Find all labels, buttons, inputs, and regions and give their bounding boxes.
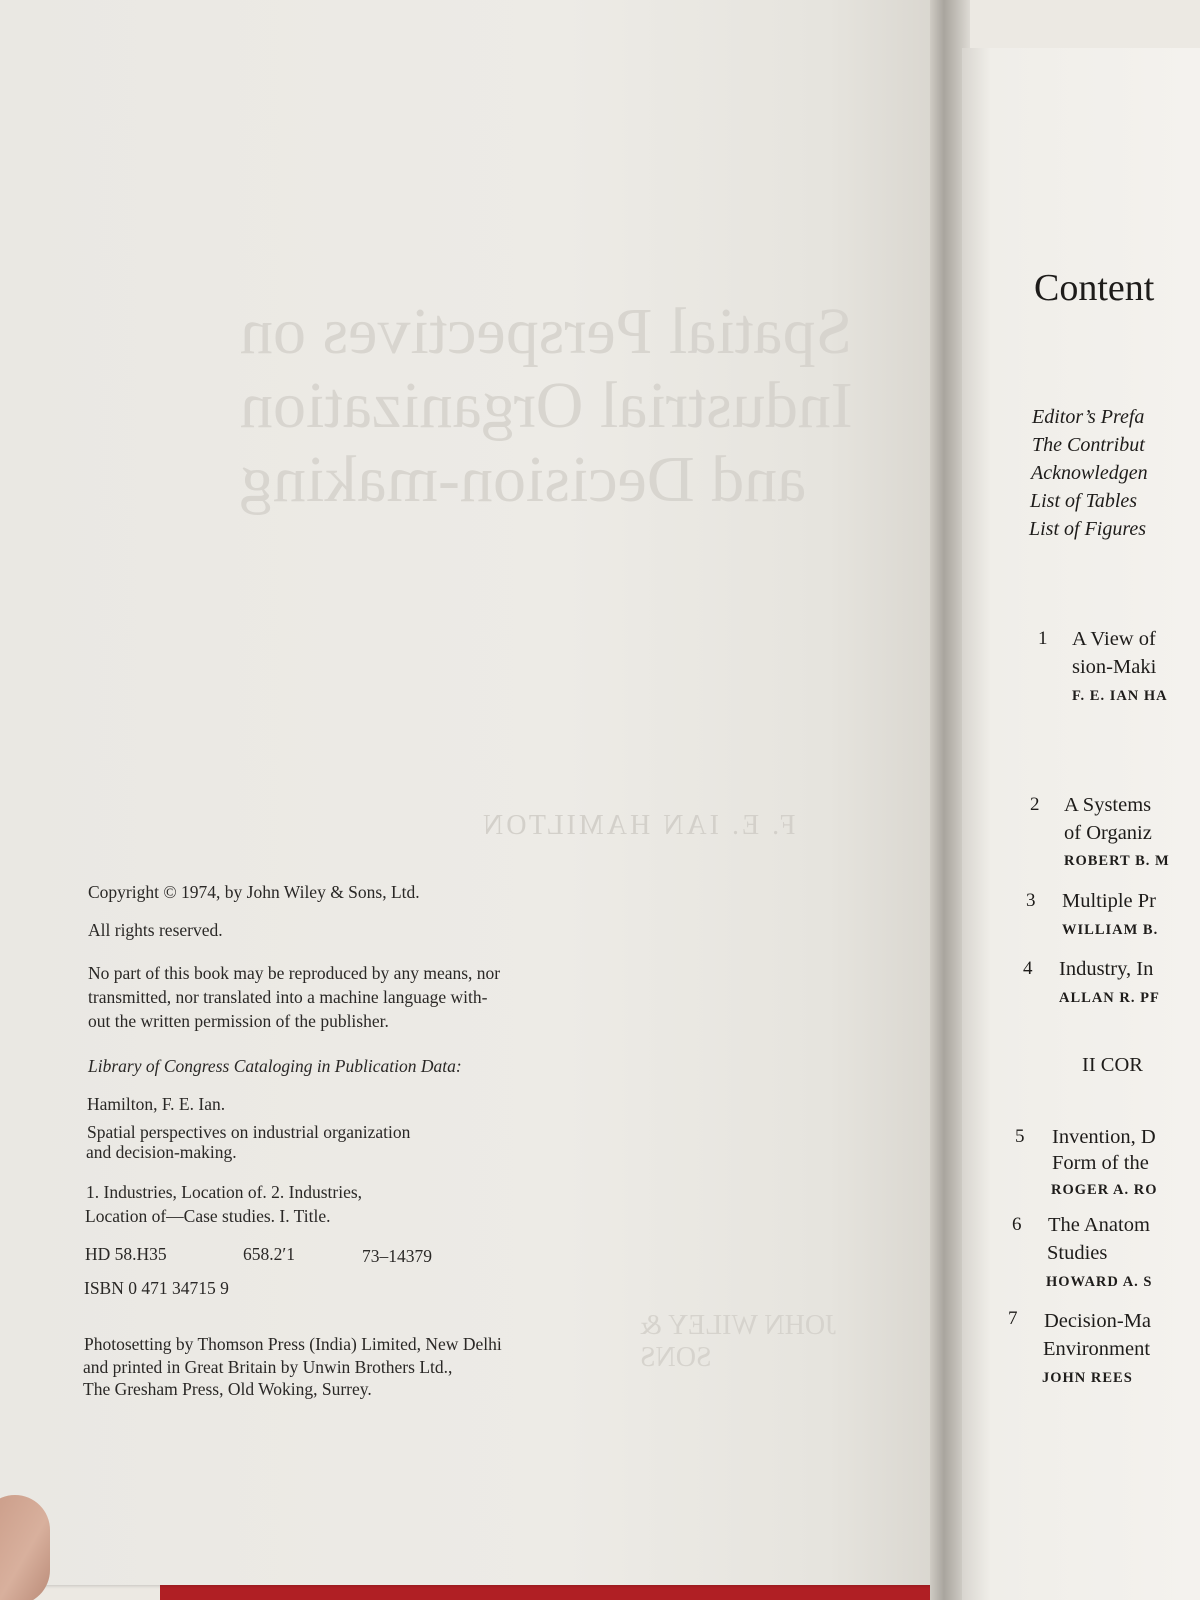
chapter-title-line: sion-Maki	[1072, 656, 1157, 678]
chapter-title-line: The Anatom	[1048, 1214, 1150, 1236]
printer-line: Photosetting by Thomson Press (India) Limited, New Delhi	[84, 1334, 502, 1354]
printer-line: and printed in Great Britain by Unwin Brothers Ltd.,	[83, 1357, 453, 1377]
contents-title: Content	[1034, 267, 1155, 309]
cip-subject-line: Location of—Case studies. I. Title.	[85, 1206, 331, 1226]
chapter-author: HOWARD A. S	[1046, 1274, 1153, 1290]
bleed-through-publisher: JOHN WILEY & SONS	[640, 1310, 836, 1373]
front-matter-item: Editor’s Prefa	[1032, 406, 1145, 428]
bleed-title-line: Spatial Perspectives on	[240, 295, 853, 368]
notice-line: out the written permission of the publisher.	[88, 1011, 389, 1031]
cip-title-line: and decision-making.	[86, 1142, 237, 1162]
bleed-title-line: Industrial Organization	[240, 369, 853, 442]
dewey-number: 658.2′1	[243, 1244, 295, 1264]
cip-heading: Library of Congress Cataloging in Publication Data:	[88, 1056, 462, 1076]
chapter-title-line: Studies	[1047, 1242, 1108, 1264]
bleed-title-line: and Decision-making	[240, 443, 807, 516]
chapter-title-line: Environment	[1043, 1338, 1151, 1360]
isbn: ISBN 0 471 34715 9	[84, 1278, 229, 1298]
chapter-number: 6	[1012, 1214, 1022, 1235]
cip-author: Hamilton, F. E. Ian.	[87, 1094, 226, 1114]
notice-line: No part of this book may be reproduced by any means, nor	[88, 963, 501, 983]
chapter-title-line: of Organiz	[1064, 822, 1152, 844]
front-matter-item: List of Tables	[1030, 490, 1138, 512]
cip-subject-line: 1. Industries, Location of. 2. Industries,	[86, 1182, 363, 1202]
part-heading: II COR	[1082, 1054, 1143, 1076]
rights-line: All rights reserved.	[88, 920, 223, 940]
chapter-number: 3	[1026, 890, 1036, 911]
chapter-number: 1	[1038, 628, 1048, 649]
thumb	[0, 1495, 50, 1600]
chapter-title-line: Invention, D	[1052, 1126, 1156, 1148]
chapter-number: 2	[1030, 794, 1040, 815]
chapter-author: F. E. IAN HA	[1072, 688, 1168, 704]
lccn-number: 73–14379	[362, 1246, 432, 1266]
copyright-line: Copyright © 1974, by John Wiley & Sons, Ltd.	[88, 882, 420, 902]
chapter-title-line: A View of	[1072, 628, 1156, 650]
chapter-number: 7	[1008, 1308, 1018, 1329]
printer-line: The Gresham Press, Old Woking, Surrey.	[83, 1379, 372, 1399]
chapter-title-line: Multiple Pr	[1062, 890, 1156, 912]
chapter-author: ROGER A. RO	[1051, 1182, 1158, 1198]
chapter-title-line: A Systems	[1064, 794, 1152, 816]
cip-title-line: Spatial perspectives on industrial organization	[87, 1122, 411, 1142]
bleed-through-title	[240, 295, 890, 517]
chapter-title-line: Form of the	[1052, 1152, 1149, 1174]
chapter-author: ALLAN R. PF	[1059, 990, 1160, 1006]
lc-classification: HD 58.H35	[85, 1244, 167, 1264]
right-page	[962, 48, 1200, 1600]
front-matter-item: Acknowledgen	[1031, 462, 1148, 484]
front-matter-item: List of Figures	[1029, 518, 1147, 540]
chapter-number: 4	[1023, 958, 1033, 979]
chapter-author: JOHN REES	[1042, 1370, 1133, 1386]
chapter-number: 5	[1015, 1126, 1025, 1147]
bleed-through-author: F. E. IAN HAMILTON	[480, 810, 796, 841]
chapter-title-line: Decision-Ma	[1044, 1310, 1152, 1332]
notice-line: transmitted, nor translated into a machine language with-	[88, 987, 488, 1007]
chapter-title-line: Industry, In	[1059, 958, 1154, 980]
chapter-author: WILLIAM B.	[1062, 922, 1159, 938]
chapter-author: ROBERT B. M	[1064, 853, 1170, 869]
front-matter-item: The Contribut	[1032, 434, 1145, 456]
